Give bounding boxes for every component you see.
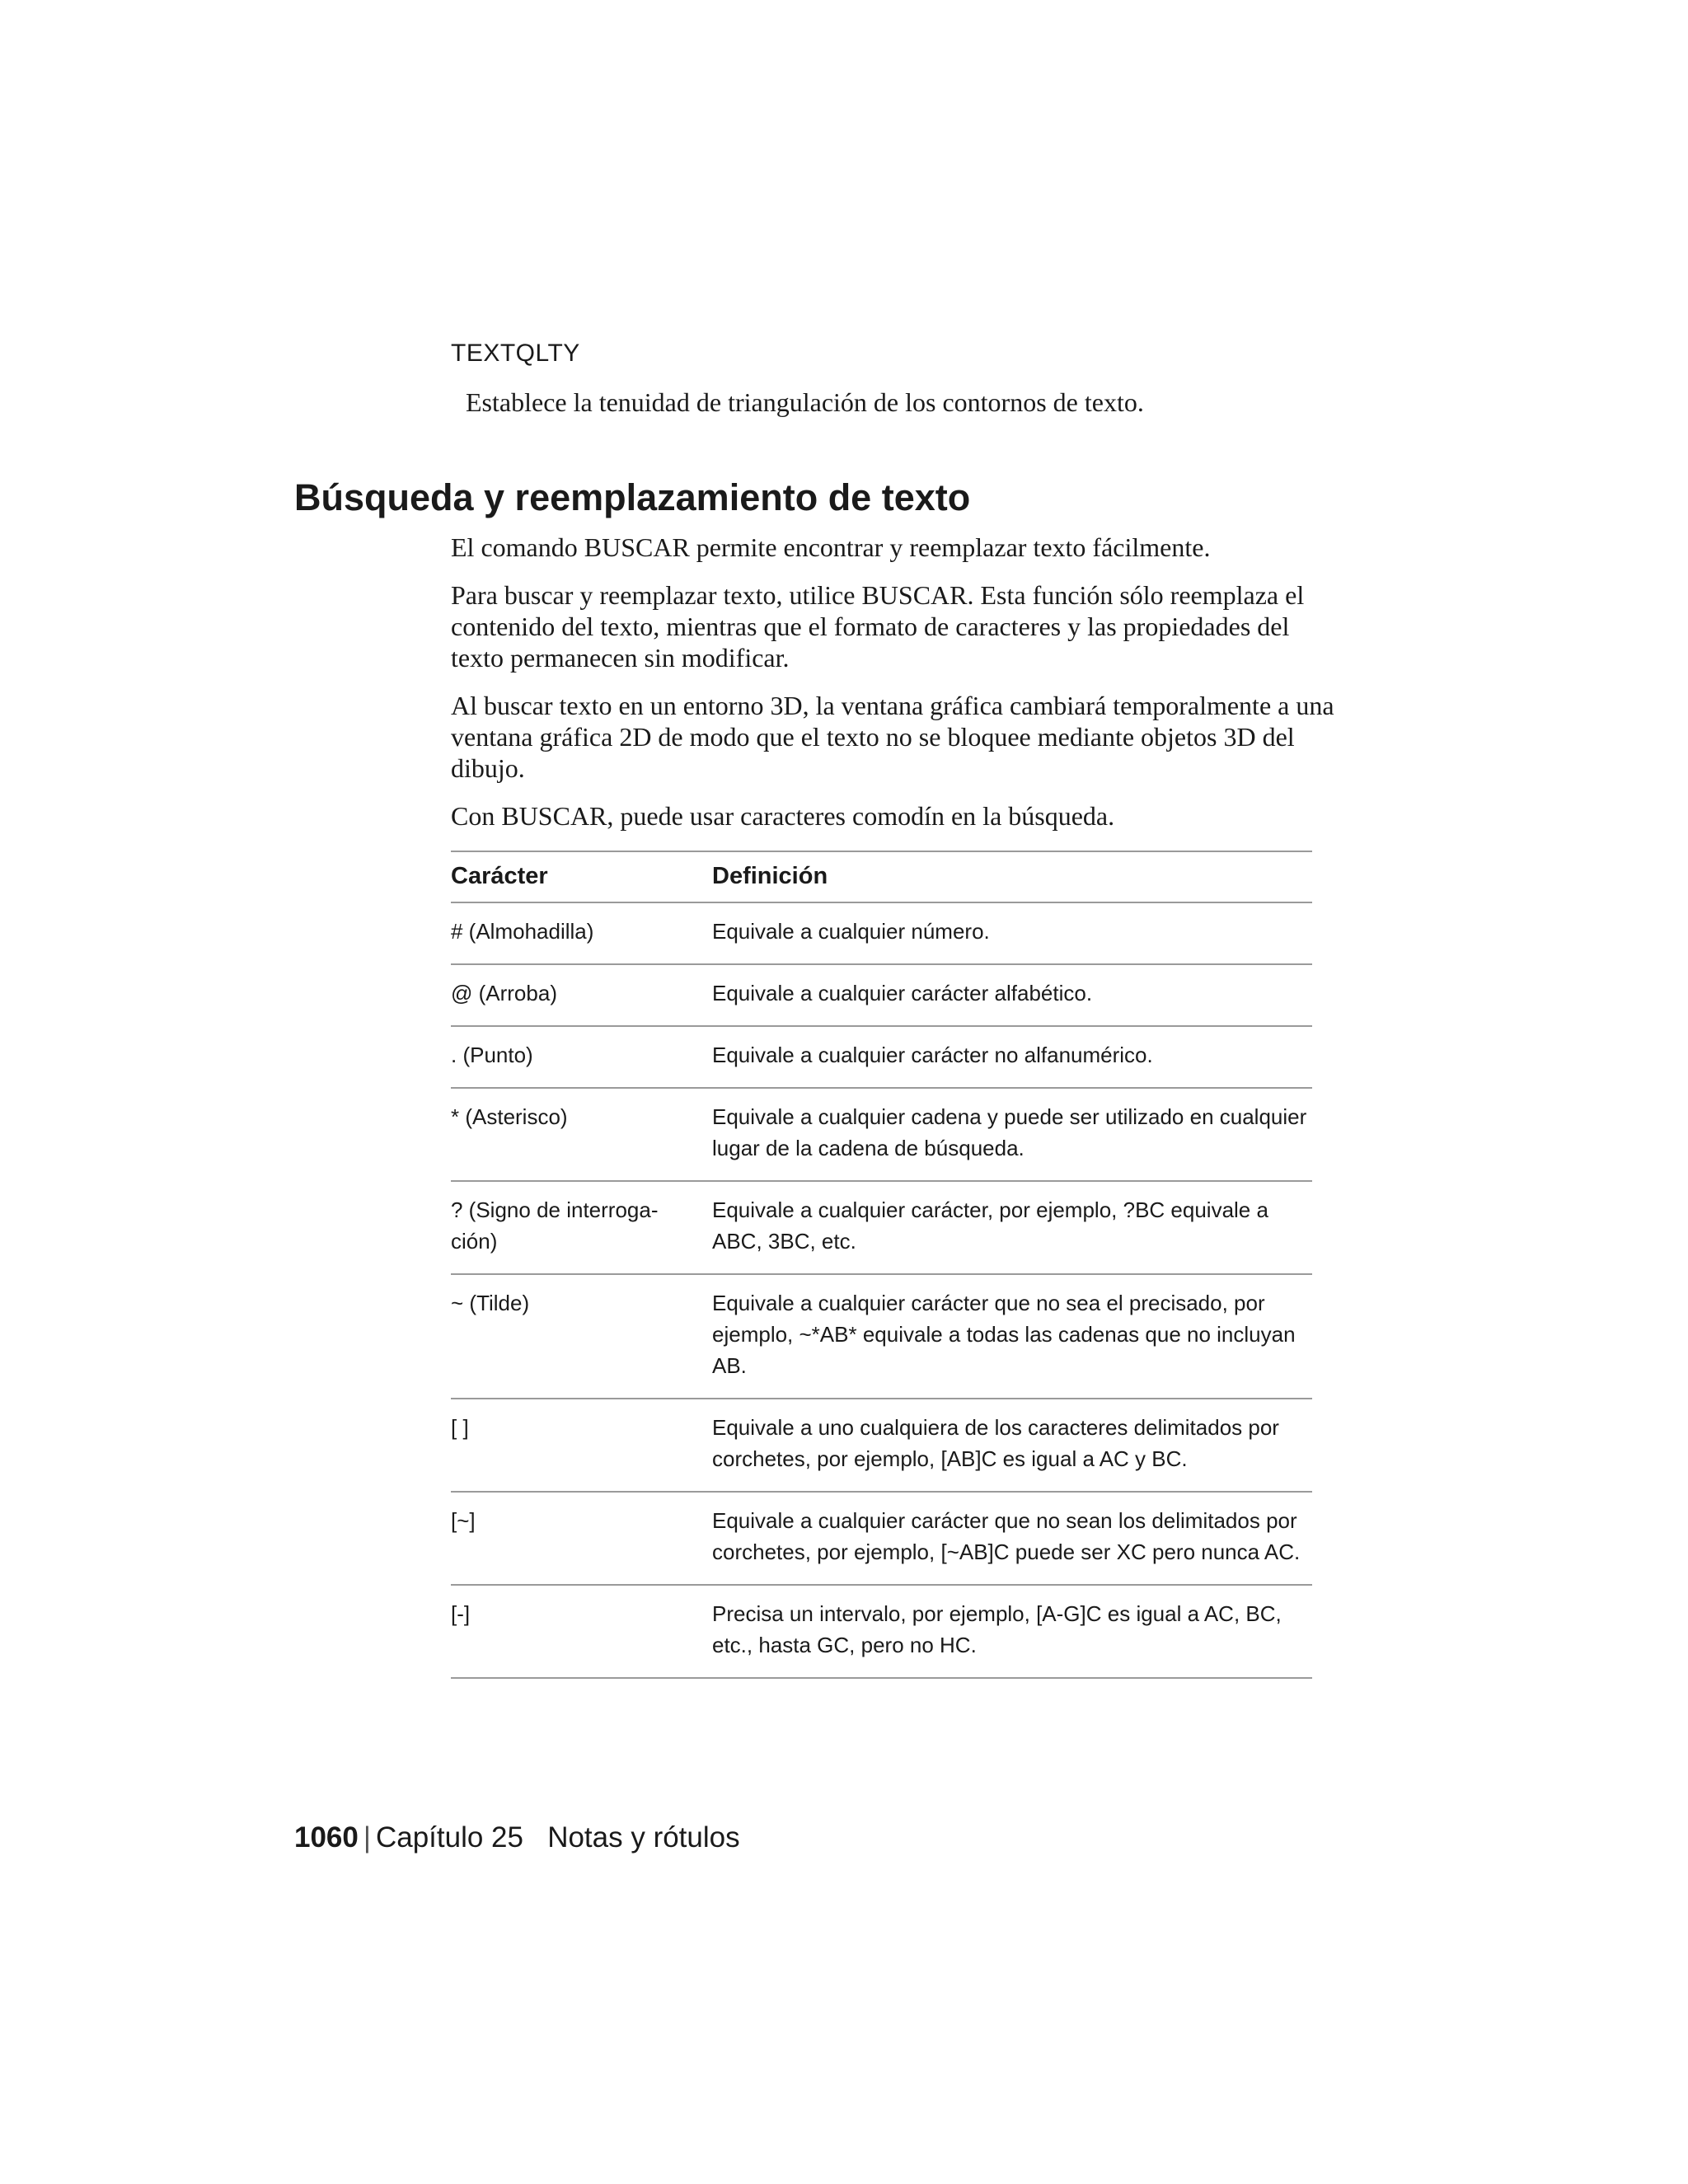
- character-cell: [-]: [451, 1585, 712, 1678]
- table-row: [451, 1274, 1312, 1399]
- section-title: Búsqueda y reemplazamiento de texto: [294, 476, 971, 518]
- paragraph: El comando BUSCAR permite encontrar y reemplazar texto fácilmente.: [451, 532, 1211, 562]
- table-row: [451, 1088, 1312, 1181]
- definition-cell: Equivale a uno cualquiera de los caracteres delimitados por corchetes, por ejemplo, [AB]C es igual a AC y BC.: [712, 1399, 1312, 1492]
- chapter-label: Capítulo 25: [375, 1821, 523, 1854]
- chapter-title: Notas y rótulos: [547, 1821, 740, 1854]
- table-row: [451, 1492, 1312, 1585]
- table-header-row: [451, 851, 1312, 902]
- definition-cell: Equivale a cualquier número.: [712, 902, 1312, 964]
- column-header-definition: Definición: [712, 851, 1312, 902]
- character-cell: [ ]: [451, 1399, 712, 1492]
- page-footer: [294, 1821, 740, 1854]
- paragraph: Para buscar y reemplazar texto, utilice BUSCAR. Esta función sólo reemplaza el contenido del texto, mientras que el formato de caracteres y las propiedades del texto permanecen sin modificar.: [451, 580, 1305, 673]
- table-row: [451, 902, 1312, 964]
- character-cell: # (Almohadilla): [451, 902, 712, 964]
- character-cell: @ (Arroba): [451, 964, 712, 1026]
- paragraph: Con BUSCAR, puede usar caracteres comodín en la búsqueda.: [451, 801, 1115, 831]
- variable-name: TEXTQLTY: [451, 340, 580, 367]
- definition-cell: Precisa un intervalo, por ejemplo, [A-G]C es igual a AC, BC, etc., hasta GC, pero no HC.: [712, 1585, 1312, 1678]
- character-cell: ? (Signo de interroga-ción): [451, 1181, 712, 1274]
- table-row: [451, 1181, 1312, 1274]
- section-body: [451, 532, 1341, 848]
- page-number: 1060: [294, 1821, 359, 1854]
- footer-separator: |: [363, 1821, 371, 1854]
- definition-cell: Equivale a cualquier carácter, por ejemplo, ?BC equivale a ABC, 3BC, etc.: [712, 1181, 1312, 1274]
- table-row: [451, 1026, 1312, 1088]
- wildcard-table: [451, 851, 1312, 1679]
- definition-cell: Equivale a cualquier carácter que no sean los delimitados por corchetes, por ejemplo, [~AB]C puede ser XC pero nunca AC.: [712, 1492, 1312, 1585]
- definition-cell: Equivale a cualquier carácter no alfanumérico.: [712, 1026, 1312, 1088]
- table-row: [451, 1399, 1312, 1492]
- definition-cell: Equivale a cualquier carácter que no sea el precisado, por ejemplo, ~*AB* equivale a todas las cadenas que no incluyan AB.: [712, 1274, 1312, 1399]
- table-row: [451, 1585, 1312, 1678]
- character-cell: . (Punto): [451, 1026, 712, 1088]
- definition-cell: Equivale a cualquier cadena y puede ser utilizado en cualquier lugar de la cadena de búsqueda.: [712, 1088, 1312, 1181]
- character-cell: * (Asterisco): [451, 1088, 712, 1181]
- definition-cell: Equivale a cualquier carácter alfabético.: [712, 964, 1312, 1026]
- paragraph: Al buscar texto en un entorno 3D, la ventana gráfica cambiará temporalmente a una ventana gráfica 2D de modo que el texto no se bloquee mediante objetos 3D del dibujo.: [451, 691, 1334, 783]
- character-cell: ~ (Tilde): [451, 1274, 712, 1399]
- variable-description: Establece la tenuidad de triangulación de los contornos de texto.: [466, 387, 1144, 417]
- column-header-character: Carácter: [451, 851, 712, 902]
- character-cell: [~]: [451, 1492, 712, 1585]
- table-row: [451, 964, 1312, 1026]
